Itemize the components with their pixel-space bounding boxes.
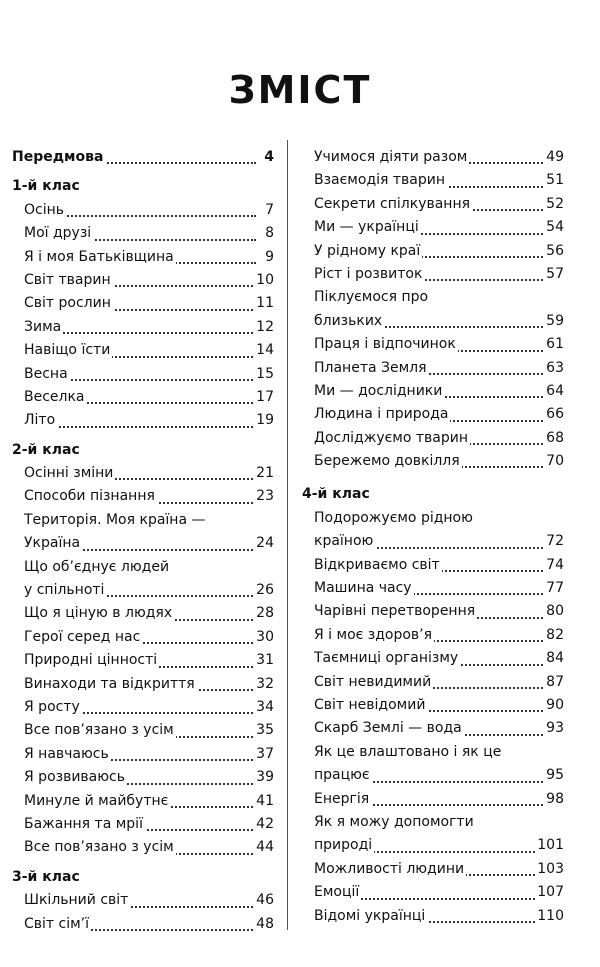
toc-entry-page: 98 [544,788,564,811]
toc-entry-label: Планета Земля [314,357,429,380]
toc-entry-label: Мої друзі [24,222,93,245]
toc-entry-label: близьких [314,310,384,333]
toc-entry-page: 28 [254,602,274,625]
toc-entry-label: У рідному краї [314,240,422,263]
toc-entry-page: 87 [544,671,564,694]
toc-entry-page: 110 [535,905,564,928]
toc-entry-page: 95 [544,764,564,787]
toc-entry-label: Я росту [24,696,82,719]
toc-entry-page: 21 [254,462,274,485]
toc-entry-label: Відкриваємо світ [314,554,442,577]
toc-entry-label: Учимося діяти разом [314,146,469,169]
toc-entry-label: Веселка [24,386,87,409]
toc-entry-page: 37 [254,743,274,766]
toc-entry-page: 54 [544,216,564,239]
toc-entry-label: Все пов’язано з усім [24,836,176,859]
toc-entry-page: 93 [544,717,564,740]
toc-entry-label: Можливості людини [314,858,466,881]
toc-entry-page: 19 [254,409,274,432]
toc-entry[interactable] [302,694,564,717]
toc-entry-page: 48 [254,913,274,936]
toc-entry-page: 72 [544,530,564,553]
toc-entry-label: Людина і природа [314,403,450,426]
toc-entry[interactable] [302,193,564,216]
toc-entry-page: 107 [535,881,564,904]
toc-entry-label: Секрети спілкування [314,193,472,216]
toc-entry-label: Праця і відпочинок [314,333,458,356]
toc-entry[interactable] [302,380,564,403]
toc-entry-label-line1: Що об’єднує людей [24,558,170,575]
toc-entry-page: 11 [254,292,274,315]
toc-entry-row [314,310,564,333]
toc-entry[interactable] [12,649,274,672]
grade-3-continued-list [302,146,564,473]
toc-entry[interactable] [12,246,274,269]
toc-entry[interactable] [302,357,564,380]
section-heading-grade-2: 2-й клас [12,441,80,458]
toc-entry-label: Машина часу [314,577,414,600]
toc-entry-page: 64 [544,380,564,403]
toc-entry-label: природі [314,834,374,857]
toc-entry[interactable] [302,263,564,286]
toc-entry-label: Осінь [24,199,66,222]
toc-entry[interactable] [302,741,564,788]
toc-entry-label-line1: Територія. Моя країна — [24,511,206,528]
toc-entry[interactable] [302,881,564,904]
toc-entry-page: 35 [254,719,274,742]
toc-entry[interactable] [302,286,564,333]
toc-entry-page: 31 [254,649,274,672]
toc-entry[interactable] [302,169,564,192]
toc-entry-page: 84 [544,647,564,670]
toc-entry-row [24,532,274,555]
toc-entry-page: 49 [544,146,564,169]
toc-entry[interactable] [12,199,274,222]
toc-entry-label: працює [314,764,372,787]
grade-2-list [12,462,274,860]
toc-entry-label: Природні цінності [24,649,159,672]
toc-entry-label: Ріст і розвиток [314,263,424,286]
toc-entry-page: 9 [263,246,274,269]
toc-entry-label: Бережемо довкілля [314,450,462,473]
toc-entry[interactable] [302,671,564,694]
toc-entry-label: Винаходи та відкриття [24,673,197,696]
toc-entry-label: Скарб Землі — вода [314,717,464,740]
dot-leader [24,426,256,428]
toc-entry-page: 63 [544,357,564,380]
toc-entry[interactable] [12,509,274,556]
toc-entry[interactable] [12,292,274,315]
toc-entry-page: 82 [544,624,564,647]
toc-entry-label: Світ тварин [24,269,113,292]
toc-entry-label: Енергія [314,788,371,811]
toc-entry-label: Відомі українці [314,905,427,928]
section-heading-grade-1: 1-й клас [12,178,80,195]
toc-entry-page: 30 [254,626,274,649]
toc-entry-label: Навіщо їсти [24,339,112,362]
toc-entry[interactable] [12,602,274,625]
toc-entry-label: Світ рослин [24,292,113,315]
toc-entry-label: Весна [24,363,70,386]
toc-entry[interactable] [12,836,274,859]
toc-entry-preface[interactable] [12,146,274,169]
toc-entry-page: 39 [254,766,274,789]
toc-entry-page: 77 [544,577,564,600]
toc-entry-label: у спільноті [24,579,106,602]
toc-entry-page: 103 [535,858,564,881]
toc-entry-page: 74 [544,554,564,577]
toc-entry-page: 101 [535,834,564,857]
toc-entry[interactable] [302,146,564,169]
toc-entry[interactable] [302,450,564,473]
toc-entry-page: 34 [254,696,274,719]
toc-entry-page: 56 [544,240,564,263]
toc-entry[interactable] [12,673,274,696]
section-heading-grade-4: 4-й клас [302,486,370,503]
toc-entry-label: Світ невидимий [314,671,433,694]
toc-entry-label: Що я ціную в людях [24,602,174,625]
toc-entry-label: Я і моя Батьківщина [24,246,176,269]
toc-entry[interactable] [302,647,564,670]
toc-entry-label: Досліджуємо тварин [314,427,470,450]
toc-entry[interactable] [302,240,564,263]
toc-entry-page: 17 [254,386,274,409]
toc-entry-page: 23 [254,485,274,508]
toc-entry-label: Світ невідомий [314,694,427,717]
toc-entry[interactable] [12,719,274,742]
toc-entry-label: країною [314,530,375,553]
toc-entry-page: 41 [254,790,274,813]
toc-entry-row [24,579,274,602]
toc-entry-label: Осінні зміни [24,462,115,485]
toc-entry[interactable] [302,788,564,811]
toc-entry-page: 51 [544,169,564,192]
toc-entry-page: 24 [254,532,274,555]
toc-entry-page: 90 [544,694,564,717]
toc-entry-page: 7 [263,199,274,222]
toc-entry[interactable] [12,766,274,789]
toc-entry-label-line1: Як це влаштовано і як це [314,743,502,760]
toc-entry-label: Все пов’язано з усім [24,719,176,742]
toc-entry[interactable] [12,913,274,936]
toc-entry-page: 14 [254,339,274,362]
toc-entry-label: Я навчаюсь [24,743,111,766]
toc-entry[interactable] [12,316,274,339]
toc-entry[interactable] [12,813,274,836]
toc-entry[interactable] [302,507,564,554]
toc-entry[interactable] [12,889,274,912]
toc-entry-page: 61 [544,333,564,356]
grade-4-list [302,507,564,928]
toc-entry-label: Ми — дослідники [314,380,444,403]
toc-entry[interactable] [302,216,564,239]
toc-right-column [302,146,564,928]
toc-entry[interactable] [12,339,274,362]
toc-entry-label-line1: Подорожуємо рідною [314,509,473,526]
toc-entry-label: Таємниці організму [314,647,460,670]
toc-entry-page: 52 [544,193,564,216]
toc-entry[interactable] [302,427,564,450]
toc-entry[interactable] [12,556,274,603]
toc-entry[interactable] [302,577,564,600]
toc-entry[interactable] [302,717,564,740]
toc-entry-page: 80 [544,600,564,623]
toc-entry-label-line1: Піклуємося про [314,289,429,306]
toc-entry[interactable] [12,485,274,508]
toc-entry-label: Ми — українці [314,216,421,239]
toc-entry[interactable] [12,222,274,245]
toc-entry[interactable] [302,905,564,928]
toc-entry-page: 15 [254,363,274,386]
toc-entry-page: 12 [254,316,274,339]
section-heading-grade-3: 3-й клас [12,868,80,885]
page-title: ЗМІСТ [228,68,372,112]
toc-entry-page: 10 [254,269,274,292]
toc-entry-label: Минуле й майбутнє [24,790,170,813]
toc-entry-page: 26 [254,579,274,602]
toc-left-column [12,146,274,936]
toc-entry-label: Взаємодія тварин [314,169,447,192]
toc-entry-label: Зима [24,316,63,339]
toc-entry-label: Шкільний світ [24,889,130,912]
toc-entry-label: Я розвиваюсь [24,766,127,789]
grade-1-list [12,199,274,433]
toc-entry-label: Герої серед нас [24,626,142,649]
toc-entry-label-line1: Як я можу допомогти [314,813,474,830]
toc-entry[interactable] [12,696,274,719]
toc-entry-page: 68 [544,427,564,450]
toc-entry-label: Бажання та мрії [24,813,145,836]
toc-entry-row [314,764,564,787]
toc-entry-label: Україна [24,532,82,555]
toc-entry-page: 32 [254,673,274,696]
toc-entry-row [314,834,564,857]
toc-entry[interactable] [12,363,274,386]
toc-entry-label: Літо [24,409,57,432]
toc-entry[interactable] [302,811,564,858]
toc-entry[interactable] [302,403,564,426]
toc-entry-page: 70 [544,450,564,473]
toc-entry-page: 59 [544,310,564,333]
toc-entry-label: Способи пізнання [24,485,157,508]
toc-entry[interactable] [12,409,274,432]
toc-entry-page: 57 [544,263,564,286]
toc-entry-page: 4 [262,146,274,169]
toc-entry[interactable] [302,858,564,881]
toc-entry-label: Передмова [12,146,105,169]
grade-3-list [12,889,274,936]
toc-entry[interactable] [12,743,274,766]
toc-entry[interactable] [12,462,274,485]
toc-entry[interactable] [12,626,274,649]
toc-entry[interactable] [302,333,564,356]
toc-entry-page: 42 [254,813,274,836]
toc-entry-label: Світ сім’ї [24,913,91,936]
toc-entry-row [314,530,564,553]
toc-entry[interactable] [302,554,564,577]
toc-entry[interactable] [12,790,274,813]
toc-entry-label: Я і моє здоров’я [314,624,434,647]
toc-entry-page: 44 [254,836,274,859]
toc-entry-page: 8 [263,222,274,245]
toc-entry[interactable] [12,269,274,292]
toc-entry-label: Емоції [314,881,361,904]
toc-entry[interactable] [12,386,274,409]
toc-entry-page: 46 [254,889,274,912]
toc-entry-page: 66 [544,403,564,426]
toc-entry-label: Чарівні перетворення [314,600,477,623]
toc-entry[interactable] [302,600,564,623]
toc-entry[interactable] [302,624,564,647]
column-divider [287,140,288,930]
